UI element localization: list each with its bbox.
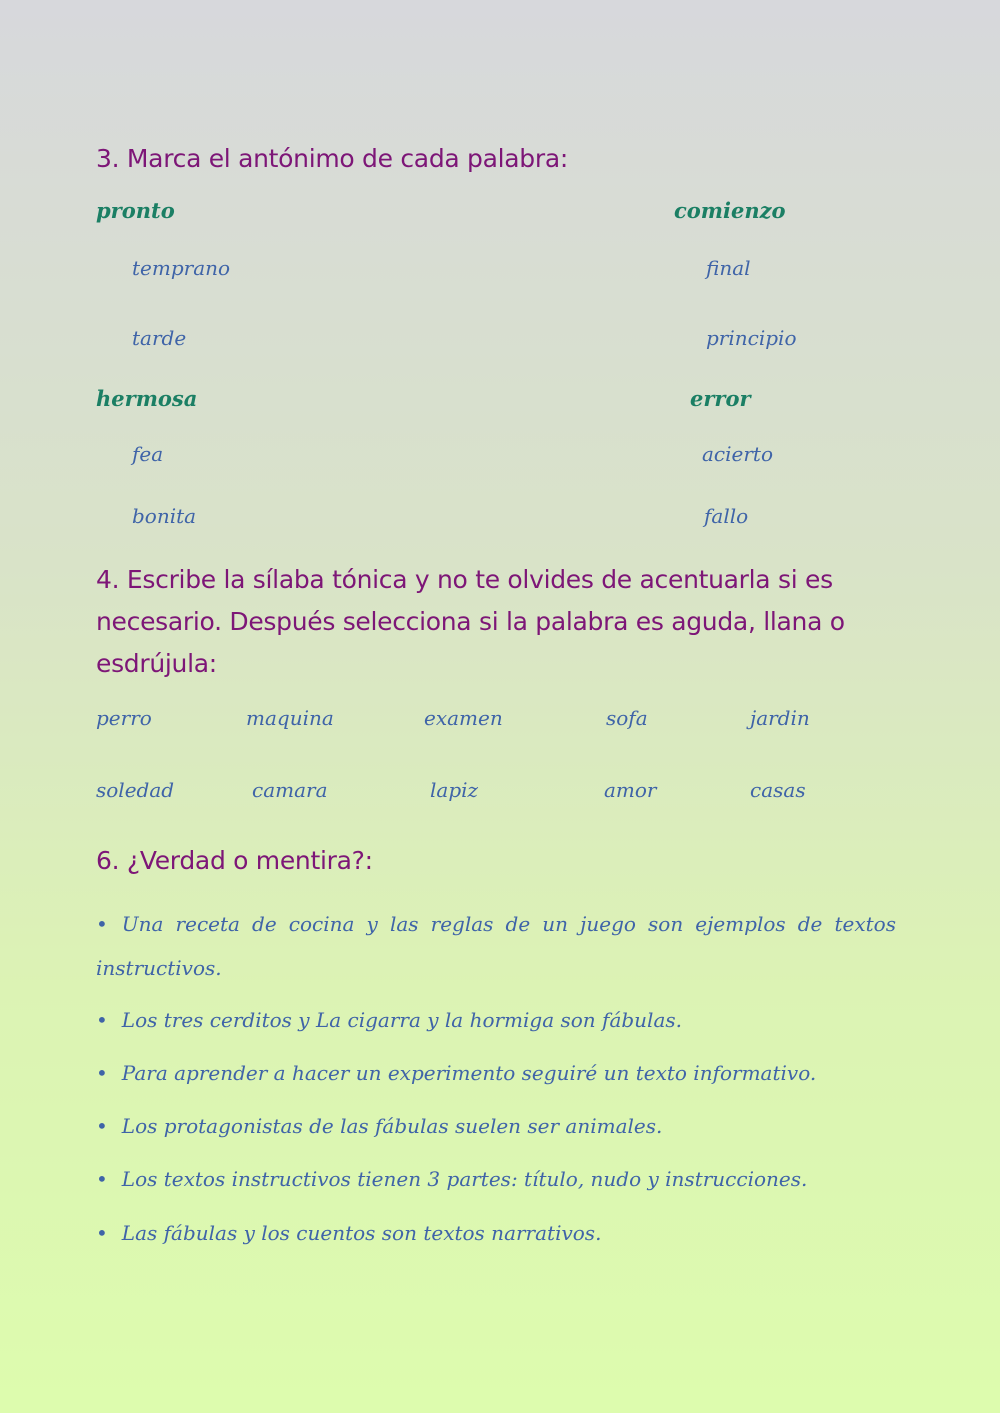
statement-4[interactable] [96, 1104, 896, 1148]
statement-text: Los textos instructivos tienen 3 partes: título, nudo y instrucciones. [121, 1167, 808, 1191]
bullet-icon: • [96, 1221, 108, 1245]
statement-2[interactable] [96, 998, 896, 1042]
word-error: error [690, 386, 751, 411]
bullet-icon: • [96, 1114, 108, 1138]
option-fea[interactable]: fea [132, 442, 164, 466]
section-4-title: 4. Escribe la sílaba tónica y no te olvides de acentuarla si es necesario. Después selecciona si la palabra es aguda, llana o esdrújula: [96, 565, 845, 678]
statement-3[interactable] [96, 1051, 896, 1095]
word-sofa[interactable]: sofa [606, 706, 648, 730]
option-tarde[interactable]: tarde [132, 326, 187, 350]
statement-text: Las fábulas y los cuentos son textos narrativos. [121, 1221, 602, 1245]
word-perro[interactable]: perro [96, 706, 152, 730]
statement-5[interactable] [96, 1157, 896, 1201]
option-fallo[interactable]: fallo [704, 504, 749, 528]
word-examen[interactable]: examen [424, 706, 503, 730]
word-soledad[interactable]: soledad [96, 778, 175, 802]
option-bonita[interactable]: bonita [132, 504, 197, 528]
word-amor[interactable]: amor [604, 778, 657, 802]
option-temprano[interactable]: temprano [132, 256, 231, 280]
word-pronto: pronto [96, 198, 175, 223]
word-hermosa: hermosa [96, 386, 198, 411]
statement-text: Los protagonistas de las fábulas suelen ser animales. [121, 1114, 663, 1138]
section-6-title: 6. ¿Verdad o mentira?: [96, 846, 373, 875]
word-maquina[interactable]: maquina [246, 706, 334, 730]
option-final[interactable]: final [706, 256, 751, 280]
word-casas[interactable]: casas [750, 778, 806, 802]
bullet-icon: • [96, 1061, 108, 1085]
statement-text: Para aprender a hacer un experimento seguiré un texto informativo. [121, 1061, 817, 1085]
option-acierto[interactable]: acierto [702, 442, 773, 466]
word-lapiz[interactable]: lapiz [430, 778, 479, 802]
section-3-title: 3. Marca el antónimo de cada palabra: [96, 144, 568, 173]
statement-text: Una receta de cocina y las reglas de un juego son ejemplos de textos instructivos. [96, 912, 896, 980]
bullet-icon: • [96, 1167, 108, 1191]
bullet-icon: • [96, 1008, 108, 1032]
statement-6[interactable] [96, 1211, 896, 1255]
option-principio[interactable]: principio [706, 326, 797, 350]
word-comienzo: comienzo [674, 198, 786, 223]
word-jardin[interactable]: jardin [750, 706, 810, 730]
word-camara[interactable]: camara [252, 778, 328, 802]
statement-text: Los tres cerditos y La cigarra y la hormiga son fábulas. [121, 1008, 682, 1032]
statement-1[interactable] [96, 902, 896, 990]
bullet-icon: • [96, 912, 108, 936]
